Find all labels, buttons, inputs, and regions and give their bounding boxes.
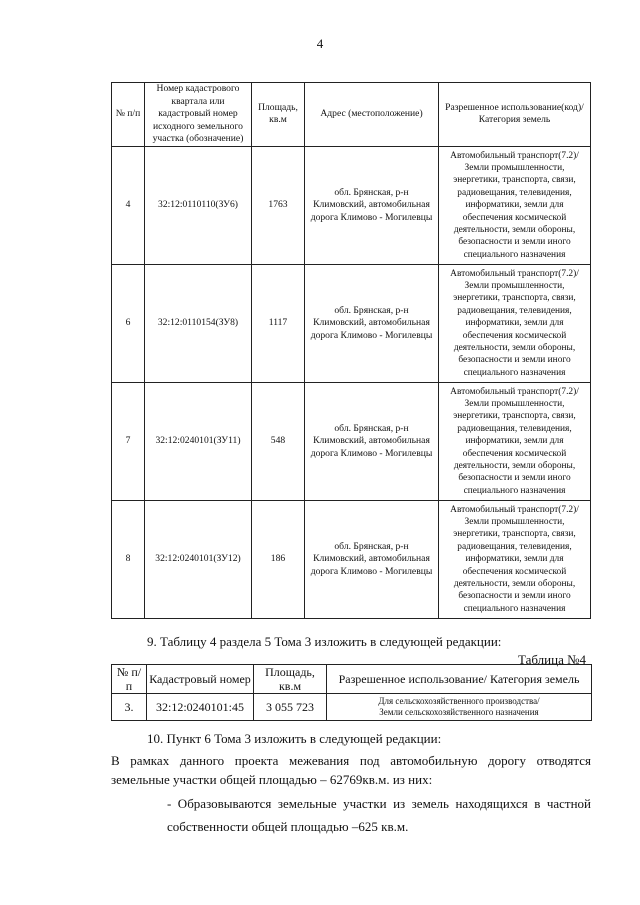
row-permitted-use: Автомобильный транспорт(7.2)/ Земли промышленности, энергетики, транспорта, связи, радиовещания, телевидения, информатики, земли для обеспечения космической деятельности, земли обороны, безопасности и земли иного специального назначения	[439, 146, 591, 264]
paragraph-10: 10. Пункт 6 Тома 3 изложить в следующей редакции:	[147, 731, 442, 746]
header-number: № п/п	[112, 665, 147, 694]
row-address: обл. Брянская, р-н Климовский, автомобильная дорога Климово - Могилевцы	[305, 500, 439, 618]
table-header-row	[112, 665, 592, 694]
row-cadastral: 32:12:0110154(ЗУ8)	[145, 264, 252, 382]
row-address: обл. Брянская, р-н Климовский, автомобильная дорога Климово - Могилевцы	[305, 264, 439, 382]
row-number: 4	[112, 146, 145, 264]
row-address: обл. Брянская, р-н Климовский, автомобильная дорога Климово - Могилевцы	[305, 382, 439, 500]
row-cadastral: 32:12:0240101(ЗУ11)	[145, 382, 252, 500]
table-row	[112, 264, 591, 382]
row-permitted-use	[327, 694, 592, 721]
table-row	[112, 694, 592, 721]
row-number: 6	[112, 264, 145, 382]
header-number: № п/п	[112, 83, 145, 147]
row-address: обл. Брянская, р-н Климовский, автомобильная дорога Климово - Могилевцы	[305, 146, 439, 264]
row-cadastral: 32:12:0110110(ЗУ6)	[145, 146, 252, 264]
use-line-1: Для сельскохозяйственного производства/	[378, 696, 540, 706]
row-area: 186	[252, 500, 305, 618]
row-number: 3.	[112, 694, 147, 721]
row-number: 8	[112, 500, 145, 618]
body-line-1: В рамках данного проекта межевания под автомобильную дорогу отводятся	[111, 753, 591, 768]
header-area: Площадь, кв.м	[252, 83, 305, 147]
paragraph-9: 9. Таблицу 4 раздела 5 Тома 3 изложить в следующей редакции:	[147, 634, 502, 649]
table-row	[112, 500, 591, 618]
row-permitted-use: Автомобильный транспорт(7.2)/ Земли промышленности, энергетики, транспорта, связи, радиовещания, телевидения, информатики, земли для обеспечения космической деятельности, земли обороны, безопасности и земли иного специального назначения	[439, 382, 591, 500]
header-cadastral: Кадастровый номер	[147, 665, 254, 694]
row-area: 548	[252, 382, 305, 500]
table-4	[111, 664, 592, 721]
row-area: 1763	[252, 146, 305, 264]
header-address: Адрес (местоположение)	[305, 83, 439, 147]
row-area: 3 055 723	[254, 694, 327, 721]
row-permitted-use: Автомобильный транспорт(7.2)/ Земли промышленности, энергетики, транспорта, связи, радиовещания, телевидения, информатики, земли для обеспечения космической деятельности, земли обороны, безопасности и земли иного специального назначения	[439, 500, 591, 618]
row-cadastral: 32:12:0240101:45	[147, 694, 254, 721]
row-area: 1117	[252, 264, 305, 382]
page-number: 4	[316, 36, 324, 51]
row-permitted-use: Автомобильный транспорт(7.2)/ Земли промышленности, энергетики, транспорта, связи, радиовещания, телевидения, информатики, земли для обеспечения космической деятельности, земли обороны, безопасности и земли иного специального назначения	[439, 264, 591, 382]
use-line-2: Земли сельскохозяйственного назначения	[379, 707, 539, 717]
table-row	[112, 382, 591, 500]
header-cadastral: Номер кадастрового квартала или кадастровый номер исходного земельного участка (обозначение)	[145, 83, 252, 147]
land-plots-table	[111, 82, 591, 619]
table-header-row	[112, 83, 591, 147]
header-area: Площадь, кв.м	[254, 665, 327, 694]
row-number: 7	[112, 382, 145, 500]
bullet-line-1: - Образовываются земельные участки из земель находящихся в частной	[167, 796, 591, 811]
row-cadastral: 32:12:0240101(ЗУ12)	[145, 500, 252, 618]
header-permitted-use: Разрешенное использование/ Категория земель	[327, 665, 592, 694]
body-line-2: земельные участки общей площадью – 62769кв.м. из них:	[111, 772, 433, 787]
table-4-caption: Таблица №4	[517, 652, 586, 667]
header-permitted-use: Разрешенное использование(код)/ Категория земель	[439, 83, 591, 147]
bullet-line-2: собственности общей площадью –625 кв.м.	[167, 819, 409, 834]
table-row	[112, 146, 591, 264]
